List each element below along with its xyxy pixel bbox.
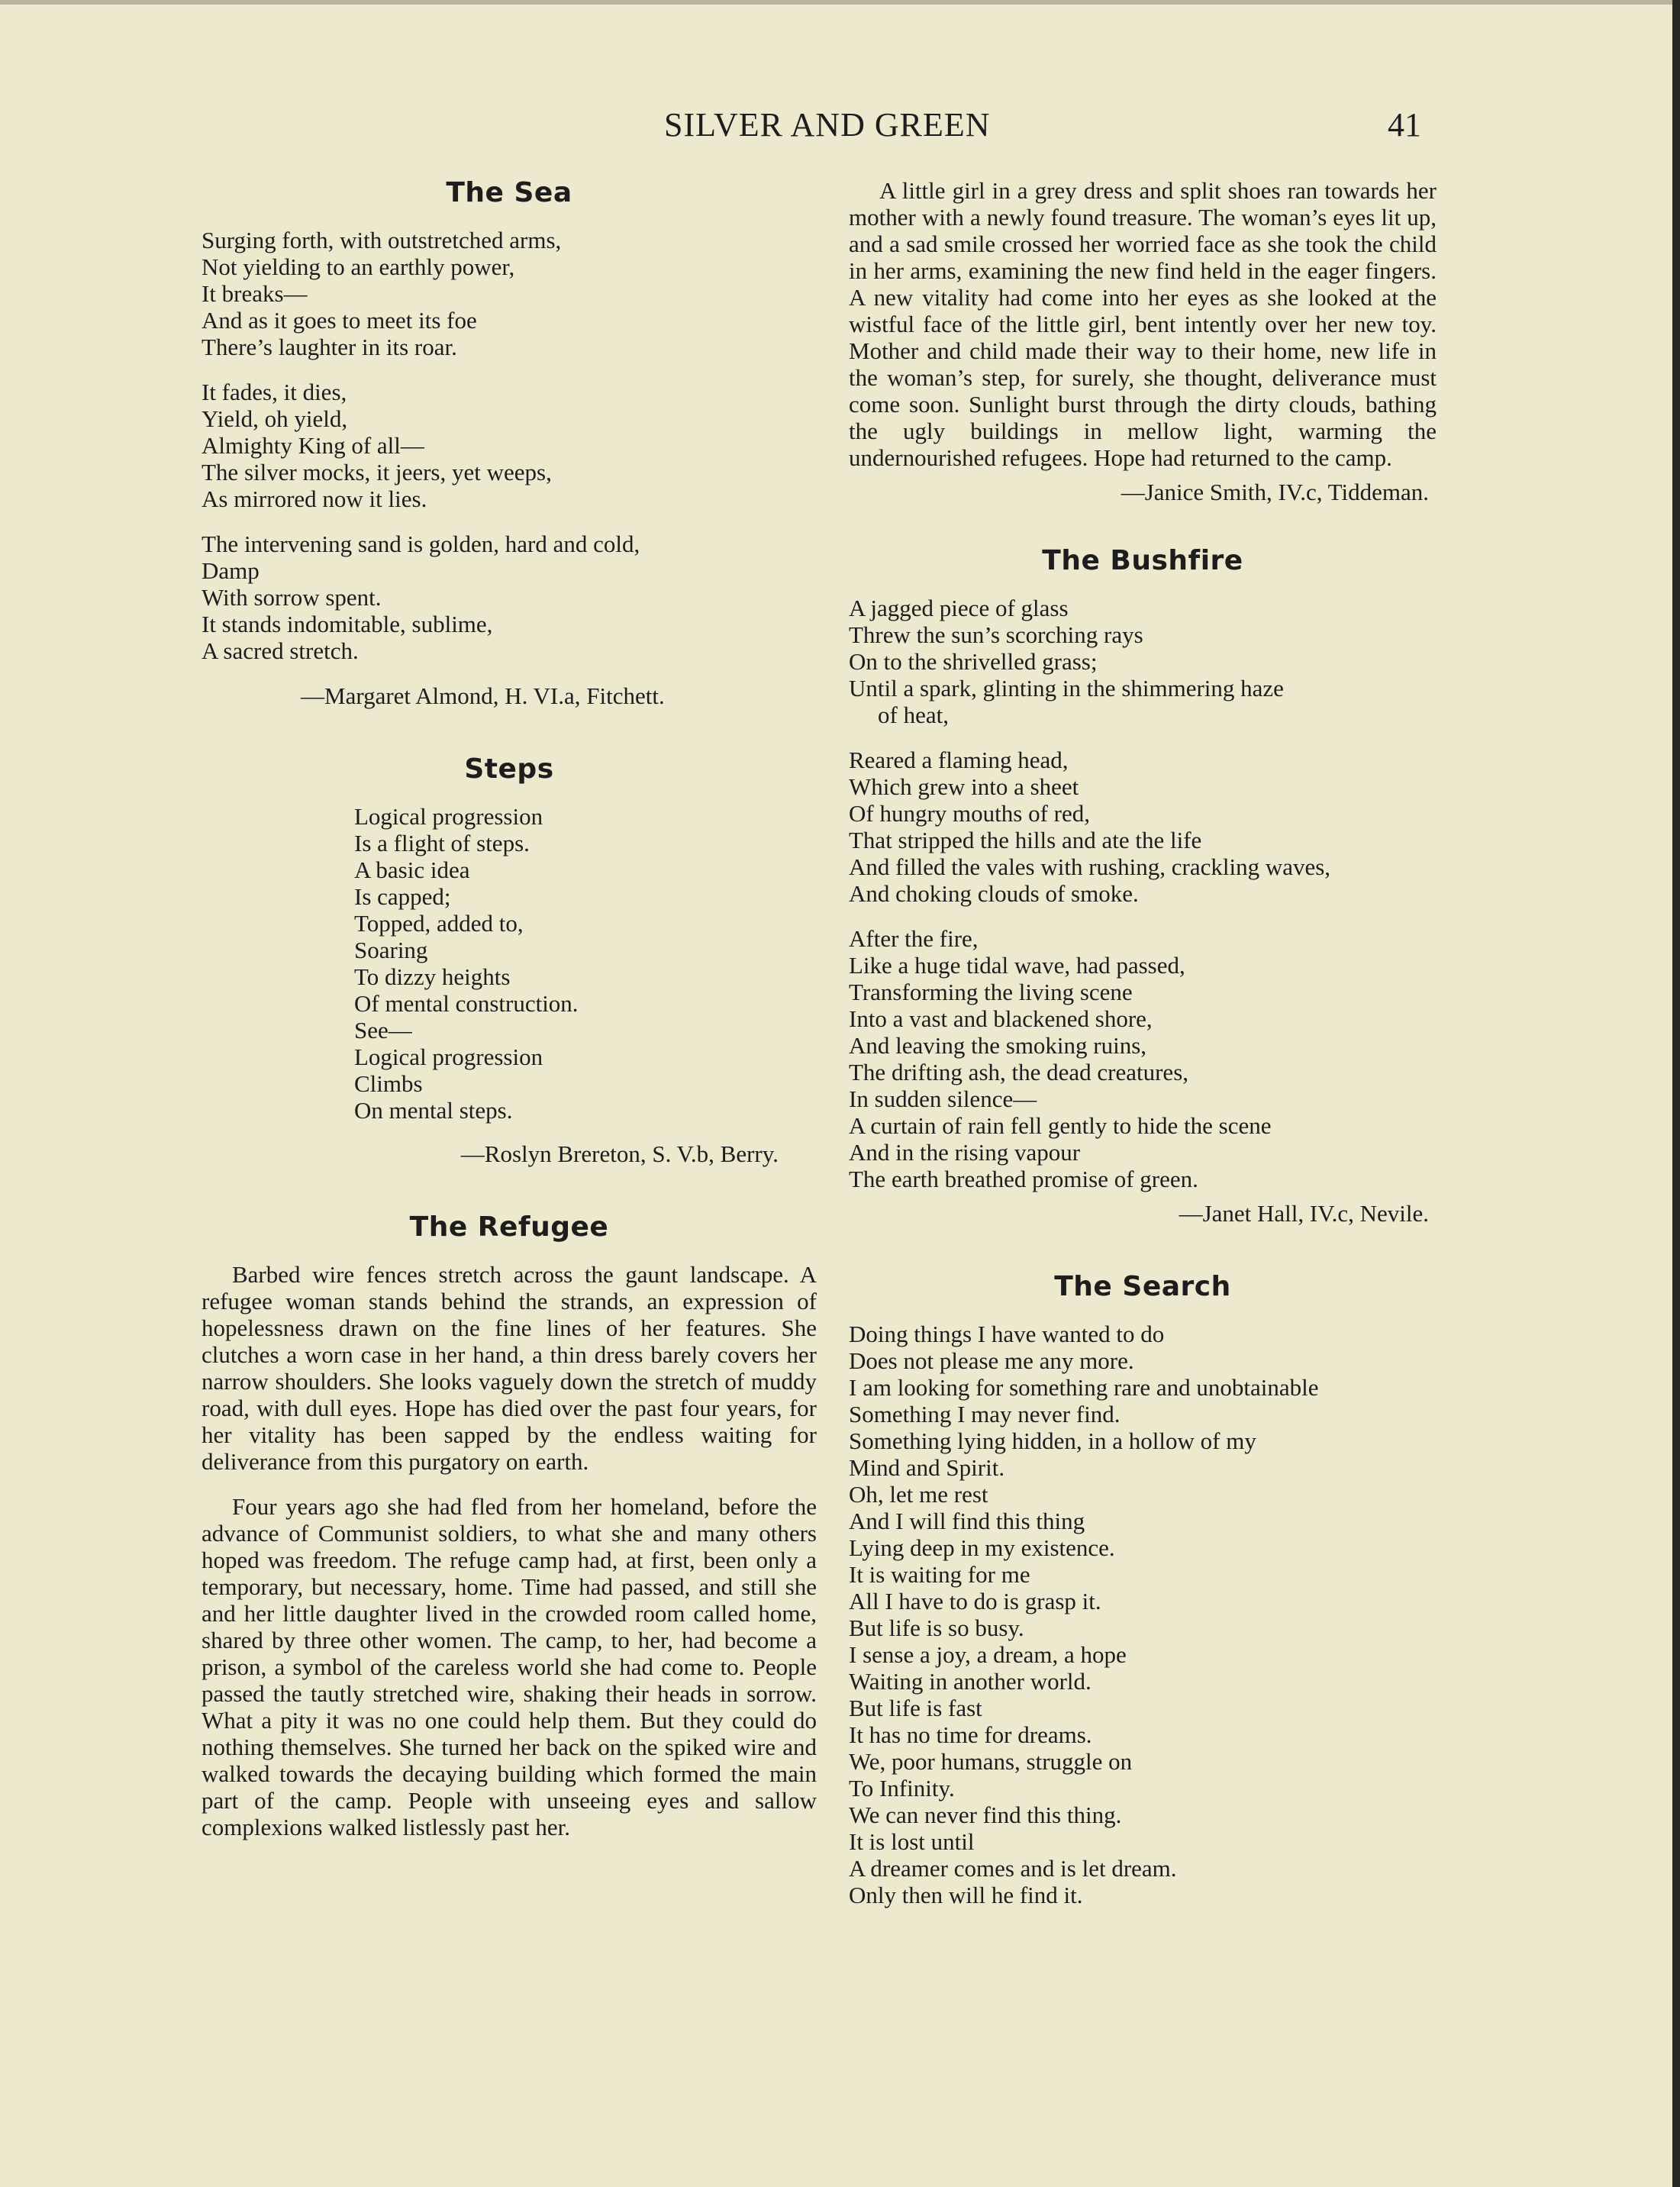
verse-line: Only then will he find it.: [849, 1882, 1083, 1908]
verse-line: And choking clouds of smoke.: [849, 880, 1139, 907]
verse-line: Logical progression: [354, 803, 543, 830]
verse-line: The silver mocks, it jeers, yet weeps,: [202, 459, 552, 485]
verse-line: And in the rising vapour: [849, 1139, 1081, 1166]
poem-body: [202, 227, 817, 664]
verse-line: In sudden silence—: [849, 1085, 1037, 1112]
page-right-edge: [1672, 0, 1680, 2187]
poem-title: Steps: [464, 753, 554, 785]
paragraph: Barbed wire fences stretch across the gaunt landscape. A refugee woman stands behind the strands, an expression of hopelessness drawn on the fine lines of her features. She clutches a worn case in her hand, a thin dress barely covers her narrow shoulders. She looks vaguely down the stretch of muddy road, with dull eyes. Hope has died over the past four years, for her vitality has been sapped by the endless waiting for deliverance from this purgatory on earth.: [202, 1261, 817, 1475]
verse-line: It breaks—: [202, 280, 308, 307]
verse-line: of heat,: [878, 702, 949, 728]
poem-body: [202, 803, 817, 1124]
poem-steps: [202, 753, 817, 1167]
poem-the-bushfire: [849, 545, 1437, 1227]
verse-line: Until a spark, glinting in the shimmering haze: [849, 675, 1284, 702]
verse-line: Topped, added to,: [354, 910, 524, 937]
verse-line: I sense a joy, a dream, a hope: [849, 1641, 1127, 1668]
verse-line: Is a flight of steps.: [354, 830, 530, 856]
verse-line: Of hungry mouths of red,: [849, 800, 1090, 827]
verse-line: Like a huge tidal wave, had passed,: [849, 952, 1185, 979]
verse-line: To Infinity.: [849, 1775, 955, 1802]
verse-line: The intervening sand is golden, hard and cold,: [202, 531, 640, 557]
stanza: [202, 379, 817, 512]
paragraph: Four years ago she had fled from her homeland, before the advance of Communist soldiers, to what she and many others hoped was freedom. The refuge camp had, at first, been only a temporary, but necessary, home. Time had passed, and still she and her little daughter lived in the crowded room called home, shared by three other women. The camp, to her, had become a prison, a symbol of the careless world she had come to. People passed the tautly stretched wire, shaking their heads in sorrow. What a pity it was no one could help them. But they could do nothing themselves. She turned her back on the spiked wire and walked towards the decaying building which formed the main part of the camp. People with unseeing eyes and sallow complexions walked listlessly past her.: [202, 1493, 817, 1840]
verse-line: Logical progression: [354, 1044, 543, 1070]
verse-line: A dreamer comes and is let dream.: [849, 1855, 1177, 1882]
verse-line: Not yielding to an earthly power,: [202, 253, 515, 280]
poem-title: The Search: [1054, 1271, 1231, 1302]
stanza: [202, 227, 817, 360]
stanza: [849, 747, 1437, 907]
story-body: [849, 177, 1437, 471]
verse-line: A sacred stretch.: [202, 637, 359, 664]
verse-line: Surging forth, with outstretched arms,: [202, 227, 562, 253]
verse-line: Lying deep in my existence.: [849, 1534, 1115, 1561]
poem-body: [849, 1321, 1437, 1908]
stanza: [202, 531, 817, 664]
verse-line: Which grew into a sheet: [849, 773, 1079, 800]
verse-line: Yield, oh yield,: [202, 405, 348, 432]
verse-line: Threw the sun’s scorching rays: [849, 621, 1143, 648]
verse-line: On to the shrivelled grass;: [849, 648, 1098, 675]
verse-line: But life is so busy.: [849, 1614, 1024, 1641]
verse-line: A curtain of rain fell gently to hide the scene: [849, 1112, 1272, 1139]
verse-line: Of mental construction.: [354, 990, 579, 1017]
verse-line: It fades, it dies,: [202, 379, 347, 405]
verse-line: That stripped the hills and ate the life: [849, 827, 1202, 853]
journal-title: SILVER AND GREEN: [664, 106, 991, 144]
poem-title: The Sea: [446, 177, 572, 208]
verse-line: Into a vast and blackened shore,: [849, 1005, 1153, 1032]
author-byline: —Margaret Almond, H. VI.a, Fitchett.: [301, 682, 665, 709]
verse-line: Is capped;: [354, 883, 451, 910]
page-number: 41: [1388, 106, 1421, 144]
verse-line: Almighty King of all—: [202, 432, 424, 459]
verse-line: It has no time for dreams.: [849, 1721, 1092, 1748]
verse-line: Waiting in another world.: [849, 1668, 1092, 1695]
author-byline: —Roslyn Brereton, S. V.b, Berry.: [460, 1140, 779, 1167]
verse-line: And filled the vales with rushing, crackling waves,: [849, 853, 1331, 880]
verse-line: I am looking for something rare and unobtainable: [849, 1374, 1319, 1401]
verse-line: Doing things I have wanted to do: [849, 1321, 1165, 1347]
verse-line: There’s laughter in its roar.: [202, 334, 457, 360]
verse-line: Mind and Spirit.: [849, 1454, 1005, 1481]
verse-line: It is waiting for me: [849, 1561, 1030, 1588]
right-column: [849, 177, 1437, 1953]
verse-line: Reared a flaming head,: [849, 747, 1069, 773]
verse-line: See—: [354, 1017, 412, 1044]
verse-line: The earth breathed promise of green.: [849, 1166, 1198, 1192]
verse-line: To dizzy heights: [354, 963, 511, 990]
verse-line: A jagged piece of glass: [849, 595, 1069, 621]
stanza: [849, 925, 1437, 1192]
verse-line: Soaring: [354, 937, 428, 963]
stanza: [849, 595, 1437, 728]
verse-line: Something I may never find.: [849, 1401, 1121, 1427]
verse-line: And as it goes to meet its foe: [202, 307, 477, 334]
verse-line: And leaving the smoking ruins,: [849, 1032, 1147, 1059]
story-the-refugee: [202, 1211, 817, 1840]
story-the-refugee-continued: [849, 177, 1437, 505]
verse-line: Oh, let me rest: [849, 1481, 988, 1508]
author-byline: —Janet Hall, IV.c, Nevile.: [1179, 1200, 1429, 1227]
verse-line: Something lying hidden, in a hollow of my: [849, 1427, 1256, 1454]
verse-line: Damp: [202, 557, 260, 584]
verse-line: But life is fast: [849, 1695, 982, 1721]
verse-line: After the fire,: [849, 925, 979, 952]
story-title: The Refugee: [409, 1211, 609, 1243]
verse-line: A basic idea: [354, 856, 470, 883]
poem-body: [849, 595, 1437, 1192]
verse-line: Transforming the living scene: [849, 979, 1133, 1005]
poem-the-sea: [202, 177, 817, 709]
verse-line: All I have to do is grasp it.: [849, 1588, 1101, 1614]
verse-line: It is lost until: [849, 1828, 975, 1855]
verse-line: And I will find this thing: [849, 1508, 1085, 1534]
verse-line: We can never find this thing.: [849, 1802, 1122, 1828]
story-body: [202, 1261, 817, 1840]
verse-line: As mirrored now it lies.: [202, 485, 427, 512]
running-header: [0, 105, 1680, 151]
left-column: [202, 177, 817, 1885]
verse-line: On mental steps.: [354, 1097, 513, 1124]
verse-line: With sorrow spent.: [202, 584, 382, 611]
poem-the-search: [849, 1271, 1437, 1908]
paragraph: A little girl in a grey dress and split shoes ran towards her mother with a newly found treasure. The woman’s eyes lit up, and a sad smile crossed her worried face as she took the child in her arms, examining the new find held in the eager fingers. A new vitality had come into her eyes as she looked at the wistful face of the little girl, bent intently over her new toy. Mother and child made their way to their home, new life in the woman’s step, for surely, she thought, deliverance must come soon. Sunlight burst through the dirty clouds, bathing the ugly buildings in mellow light, warming the undernourished refugees. Hope had returned to the camp.: [849, 177, 1437, 471]
verse-line: It stands indomitable, sublime,: [202, 611, 493, 637]
verse-line: Climbs: [354, 1070, 423, 1097]
page-top-edge: [0, 0, 1680, 5]
verse-line: We, poor humans, struggle on: [849, 1748, 1133, 1775]
verse-line: Does not please me any more.: [849, 1347, 1134, 1374]
verse-line: The drifting ash, the dead creatures,: [849, 1059, 1189, 1085]
poem-title: The Bushfire: [1042, 545, 1243, 576]
author-byline: —Janice Smith, IV.c, Tiddeman.: [1121, 479, 1429, 505]
